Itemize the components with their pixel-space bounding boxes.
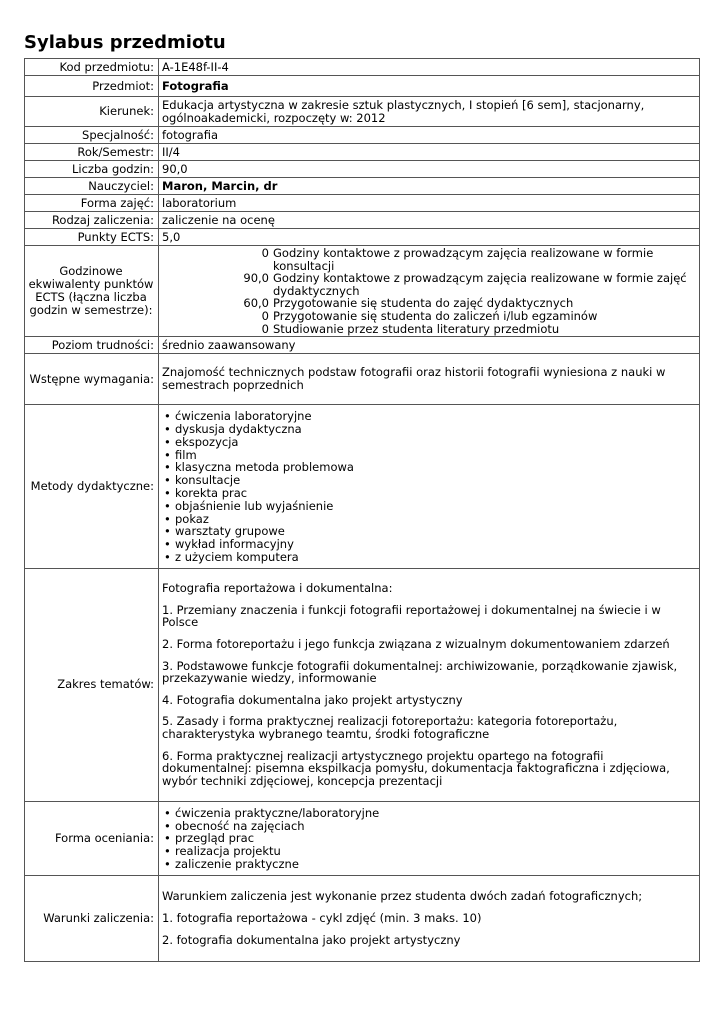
list-item: • obecność na zajęciach: [162, 820, 695, 833]
hours-value: 0: [261, 246, 269, 260]
topic-paragraph: 4. Fotografia dokumentalna jako projekt artystyczny: [162, 692, 463, 707]
value-przedmiot: Fotografia: [159, 76, 700, 97]
row-rodzaj: [25, 212, 700, 229]
hours-value: 60,0: [243, 296, 269, 311]
label-warunki: Warunki zaliczenia:: [25, 875, 159, 961]
list-item: • pokaz: [162, 513, 695, 526]
value-poziom: średnio zaawansowany: [159, 337, 700, 354]
topic-paragraph: 6. Forma praktycznej realizacji artystycznego projektu opartego na fotografii dokumentalnej: pisemna ekspilkacja pomysłu, dokumentacja faktograficzna i zdjęciowa, wybór techniki zdjęciowej, koncepcja prezentacji: [162, 748, 670, 788]
hours-item: [162, 272, 695, 297]
page-title: Sylabus przedmiotu: [24, 32, 226, 53]
list-item: • zaliczenie praktyczne: [162, 858, 695, 871]
condition-paragraph: Warunkiem zaliczenia jest wykonanie przez studenta dwóch zadań fotograficznych;: [162, 889, 643, 904]
label-rok: Rok/Semestr:: [25, 144, 159, 161]
value-nauczyciel: Maron, Marcin, dr: [159, 178, 700, 195]
value-forma-zajec: laboratorium: [159, 195, 700, 212]
row-ocenianie: [25, 801, 700, 875]
hours-description: Przygotowanie się studenta do zajęć dydaktycznych: [273, 296, 574, 311]
hours-item: [162, 323, 695, 336]
value-rok: II/4: [159, 144, 700, 161]
hours-value: 0: [261, 321, 269, 336]
list-item: • film: [162, 449, 695, 462]
label-ekwiwalenty: Godzinowe ekwiwalenty punktów ECTS (łączna liczba godzin w semestrze):: [25, 246, 159, 337]
list-item: • wykład informacyjny: [162, 538, 695, 551]
value-kod: A-1E48f-II-4: [159, 59, 700, 76]
hours-item: [162, 310, 695, 323]
condition-paragraph: 2. fotografia dokumentalna jako projekt artystyczny: [162, 932, 461, 947]
row-ects: [25, 229, 700, 246]
row-specjalnosc: [25, 127, 700, 144]
row-kod: [25, 59, 700, 76]
list-item: • realizacja projektu: [162, 845, 695, 858]
hours-description: Godziny kontaktowe z prowadzącym zajęcia realizowane w formie konsultacji: [273, 246, 654, 273]
row-warunki: [25, 875, 700, 961]
topic-paragraph: 3. Podstawowe funkcje fotografii dokumentalnej: archiwizowanie, porządkowanie zjawisk, przekazywanie wiedzy, informowanie: [162, 658, 678, 686]
value-godziny: 90,0: [159, 161, 700, 178]
list-item: • warsztaty grupowe: [162, 525, 695, 538]
label-ects: Punkty ECTS:: [25, 229, 159, 246]
label-poziom: Poziom trudności:: [25, 337, 159, 354]
row-zakres: [25, 568, 700, 801]
row-rok: [25, 144, 700, 161]
syllabus-table: [24, 58, 700, 962]
row-ekwiwalenty: [25, 246, 700, 337]
value-rodzaj: zaliczenie na ocenę: [159, 212, 700, 229]
list-item: • korekta prac: [162, 487, 695, 500]
value-zakres: [159, 568, 700, 801]
label-kod: Kod przedmiotu:: [25, 59, 159, 76]
value-ocenianie: [159, 801, 700, 875]
value-metody: [159, 405, 700, 569]
row-godziny: [25, 161, 700, 178]
methods-list: [162, 410, 695, 564]
list-item: • z użyciem komputera: [162, 551, 695, 564]
label-metody: Metody dydaktyczne:: [25, 405, 159, 569]
list-item: • klasyczna metoda problemowa: [162, 461, 695, 474]
hours-description: Przygotowanie się studenta do zaliczeń i/lub egzaminów: [273, 308, 598, 323]
row-forma-zajec: [25, 195, 700, 212]
topic-paragraph: Fotografia reportażowa i dokumentalna:: [162, 581, 393, 596]
row-kierunek: [25, 97, 700, 127]
label-zakres: Zakres tematów:: [25, 568, 159, 801]
list-item: • ćwiczenia praktyczne/laboratoryjne: [162, 807, 695, 820]
label-przedmiot: Przedmiot:: [25, 76, 159, 97]
row-nauczyciel: [25, 178, 700, 195]
value-wymagania: Znajomość technicznych podstaw fotografii oraz historii fotografii wyniesiona z nauki w semestrach poprzednich: [159, 354, 700, 405]
hours-value: 0: [261, 308, 269, 323]
list-item: • ekspozycja: [162, 436, 695, 449]
hours-value: 90,0: [243, 271, 269, 286]
topic-paragraph: 5. Zasady i forma praktycznej realizacji fotoreportażu: kategoria fotoreportażu, charakterystyka wybranego teamtu, środki fotograficzne: [162, 714, 618, 741]
hours-item: [162, 247, 695, 272]
label-kierunek: Kierunek:: [25, 97, 159, 127]
value-kierunek: Edukacja artystyczna w zakresie sztuk plastycznych, I stopień [6 sem], stacjonarny, ogólnoakademicki, rozpoczęty w: 2012: [159, 97, 700, 127]
hours-description: Godziny kontaktowe z prowadzącym zajęcia realizowane w formie zajęć dydaktycznych: [273, 271, 687, 298]
row-poziom: [25, 337, 700, 354]
row-wymagania: [25, 354, 700, 405]
topic-paragraph: 1. Przemiany znaczenia i funkcji fotografii reportażowej i dokumentalnej na świecie i w Polsce: [162, 602, 661, 630]
row-metody: [25, 405, 700, 569]
hours-description: Studiowanie przez studenta literatury przedmiotu: [273, 321, 560, 336]
list-item: • dyskusja dydaktyczna: [162, 423, 695, 436]
row-przedmiot: [25, 76, 700, 97]
value-ects: 5,0: [159, 229, 700, 246]
assessment-list: [162, 807, 695, 871]
list-item: • przegląd prac: [162, 832, 695, 845]
label-specjalnosc: Specjalność:: [25, 127, 159, 144]
label-rodzaj: Rodzaj zaliczenia:: [25, 212, 159, 229]
list-item: • konsultacje: [162, 474, 695, 487]
condition-paragraph: 1. fotografia reportażowa - cykl zdjęć (min. 3 maks. 10): [162, 910, 482, 925]
value-ekwiwalenty: [159, 246, 700, 337]
topic-paragraph: 2. Forma fotoreportażu i jego funkcja związana z wizualnym dokumentowaniem zdarzeń: [162, 636, 670, 651]
value-specjalnosc: fotografia: [159, 127, 700, 144]
label-ocenianie: Forma oceniania:: [25, 801, 159, 875]
label-nauczyciel: Nauczyciel:: [25, 178, 159, 195]
label-wymagania: Wstępne wymagania:: [25, 354, 159, 405]
value-warunki: [159, 875, 700, 961]
list-item: • ćwiczenia laboratoryjne: [162, 410, 695, 423]
label-godziny: Liczba godzin:: [25, 161, 159, 178]
list-item: • objaśnienie lub wyjaśnienie: [162, 500, 695, 513]
label-forma-zajec: Forma zajęć:: [25, 195, 159, 212]
